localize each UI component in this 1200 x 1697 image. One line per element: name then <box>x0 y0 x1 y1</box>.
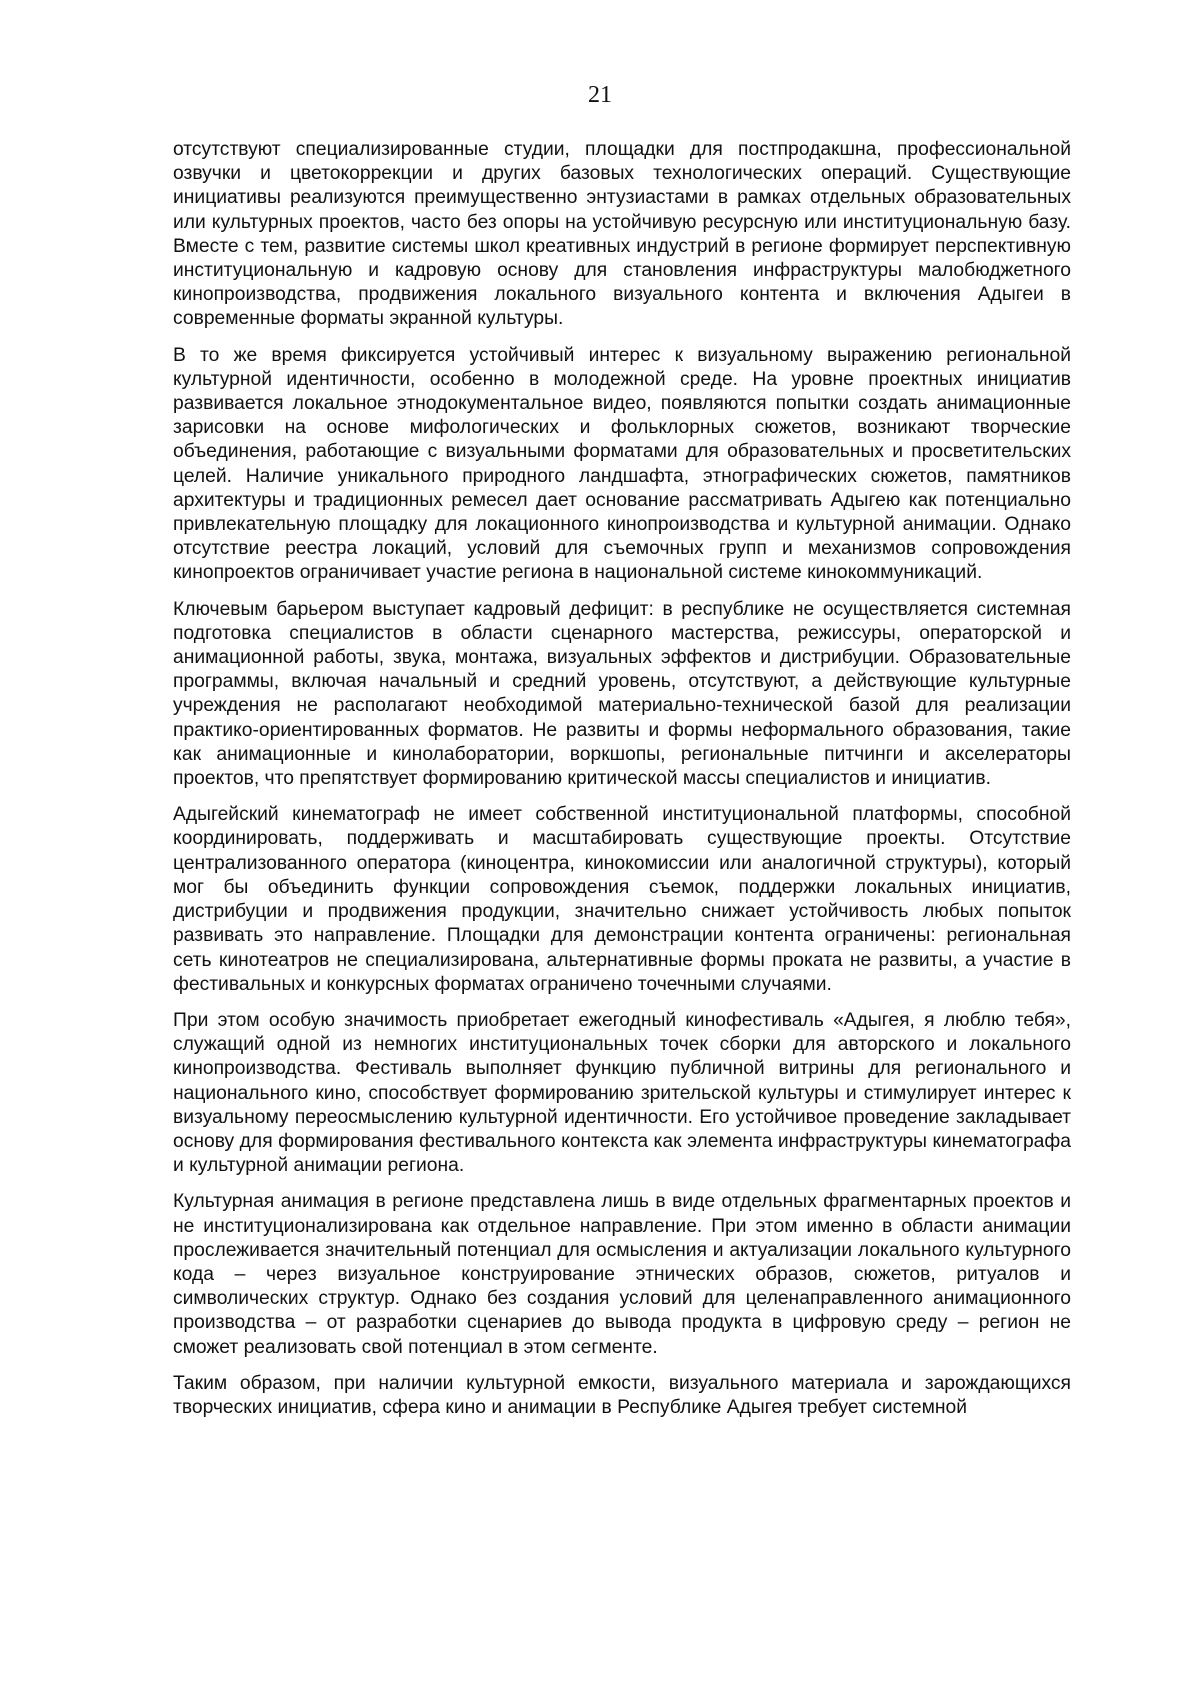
page-number: 21 <box>588 82 612 108</box>
paragraph: отсутствуют специализированные студии, площадки для постпродакшна, профессиональной озвучки и цветокоррекции и других базовых технологических операций. Существующие инициативы реализуются преимущественно энтузиастами в рамках отдельных образовательных или культурных проектов, часто без опоры на устойчивую ресурсную или институциональную базу. Вместе с тем, развитие системы школ креативных индустрий в регионе формирует перспективную институциональную и кадровую основу для становления инфраструктуры малобюджетного кинопроизводства, продвижения локального визуального контента и включения Адыгеи в современные форматы экранной культуры. <box>173 139 1071 330</box>
paragraph: Ключевым барьером выступает кадровый дефицит: в республике не осуществляется системная подготовка специалистов в области сценарного мастерства, режиссуры, операторской и анимационной работы, звука, монтажа, визуальных эффектов и дистрибуции. Образовательные программы, включая начальный и средний уровень, отсутствуют, а действующие культурные учреждения не располагают необходимой материально-технической базой для реализации практико-ориентированных форматов. Не развиты и формы неформального образования, такие как анимационные и кинолаборатории, воркшопы, региональные питчинги и акселераторы проектов, что препятствует формированию критической массы специалистов и инициатив. <box>173 598 1071 790</box>
paragraph: Таким образом, при наличии культурной емкости, визуального материала и зарождающихся творческих инициатив, сфера кино и анимации в Республике Адыгея требует системной <box>173 1372 1071 1418</box>
paragraph: Культурная анимация в регионе представлена лишь в виде отдельных фрагментарных проектов и не институционализирована как отдельное направление. При этом именно в области анимации прослеживается значительный потенциал для осмысления и актуализации локального культурного кода – через визуальное конструирование этнических образов, сюжетов, ритуалов и символических структур. Однако без создания условий для целенаправленного анимационного производства – от разработки сценариев до вывода продукта в цифровую среду – регион не сможет реализовать свой потенциал в этом сегменте. <box>173 1191 1071 1358</box>
paragraph: Адыгейский кинематограф не имеет собственной институциональной платформы, способной координировать, поддерживать и масштабировать существующие проекты. Отсутствие централизованного оператора (киноцентра, кинокомиссии или аналогичной структуры), который мог бы объединить функции сопровождения съемок, поддержки локальных инициатив, дистрибуции и продвижения продукции, значительно снижает устойчивость любых попыток развивать это направление. Площадки для демонстрации контента ограничены: региональная сеть кинотеатров не специализирована, альтернативные формы проката не развиты, а участие в фестивальных и конкурсных форматах ограничено точечными случаями. <box>173 804 1071 995</box>
paragraph: В то же время фиксируется устойчивый интерес к визуальному выражению региональной культурной идентичности, особенно в молодежной среде. На уровне проектных инициатив развивается локальное этнодокументальное видео, появляются попытки создать анимационные зарисовки на основе мифологических и фольклорных сюжетов, возникают творческие объединения, работающие с визуальными форматами для образовательных и просветительских целей. Наличие уникального природного ландшафта, этнографических сюжетов, памятников архитектуры и традиционных ремесел дает основание рассматривать Адыгею как потенциально привлекательную площадку для локационного кинопроизводства и культурной анимации. Однако отсутствие реестра локаций, условий для съемочных групп и механизмов сопровождения кинопроектов ограничивает участие региона в национальной системе кинокоммуникаций. <box>173 344 1071 584</box>
document-body <box>173 138 1071 1432</box>
paragraph: При этом особую значимость приобретает ежегодный кинофестиваль «Адыгея, я люблю тебя», служащий одной из немногих институциональных точек сборки для авторского и локального кинопроизводства. Фестиваль выполняет функцию публичной витрины для регионального и национального кино, способствует формированию зрительской культуры и стимулирует интерес к визуальному переосмыслению культурной идентичности. Его устойчивое проведение закладывает основу для формирования фестивального контекста как элемента инфраструктуры кинематографа и культурной анимации региона. <box>173 1009 1071 1177</box>
